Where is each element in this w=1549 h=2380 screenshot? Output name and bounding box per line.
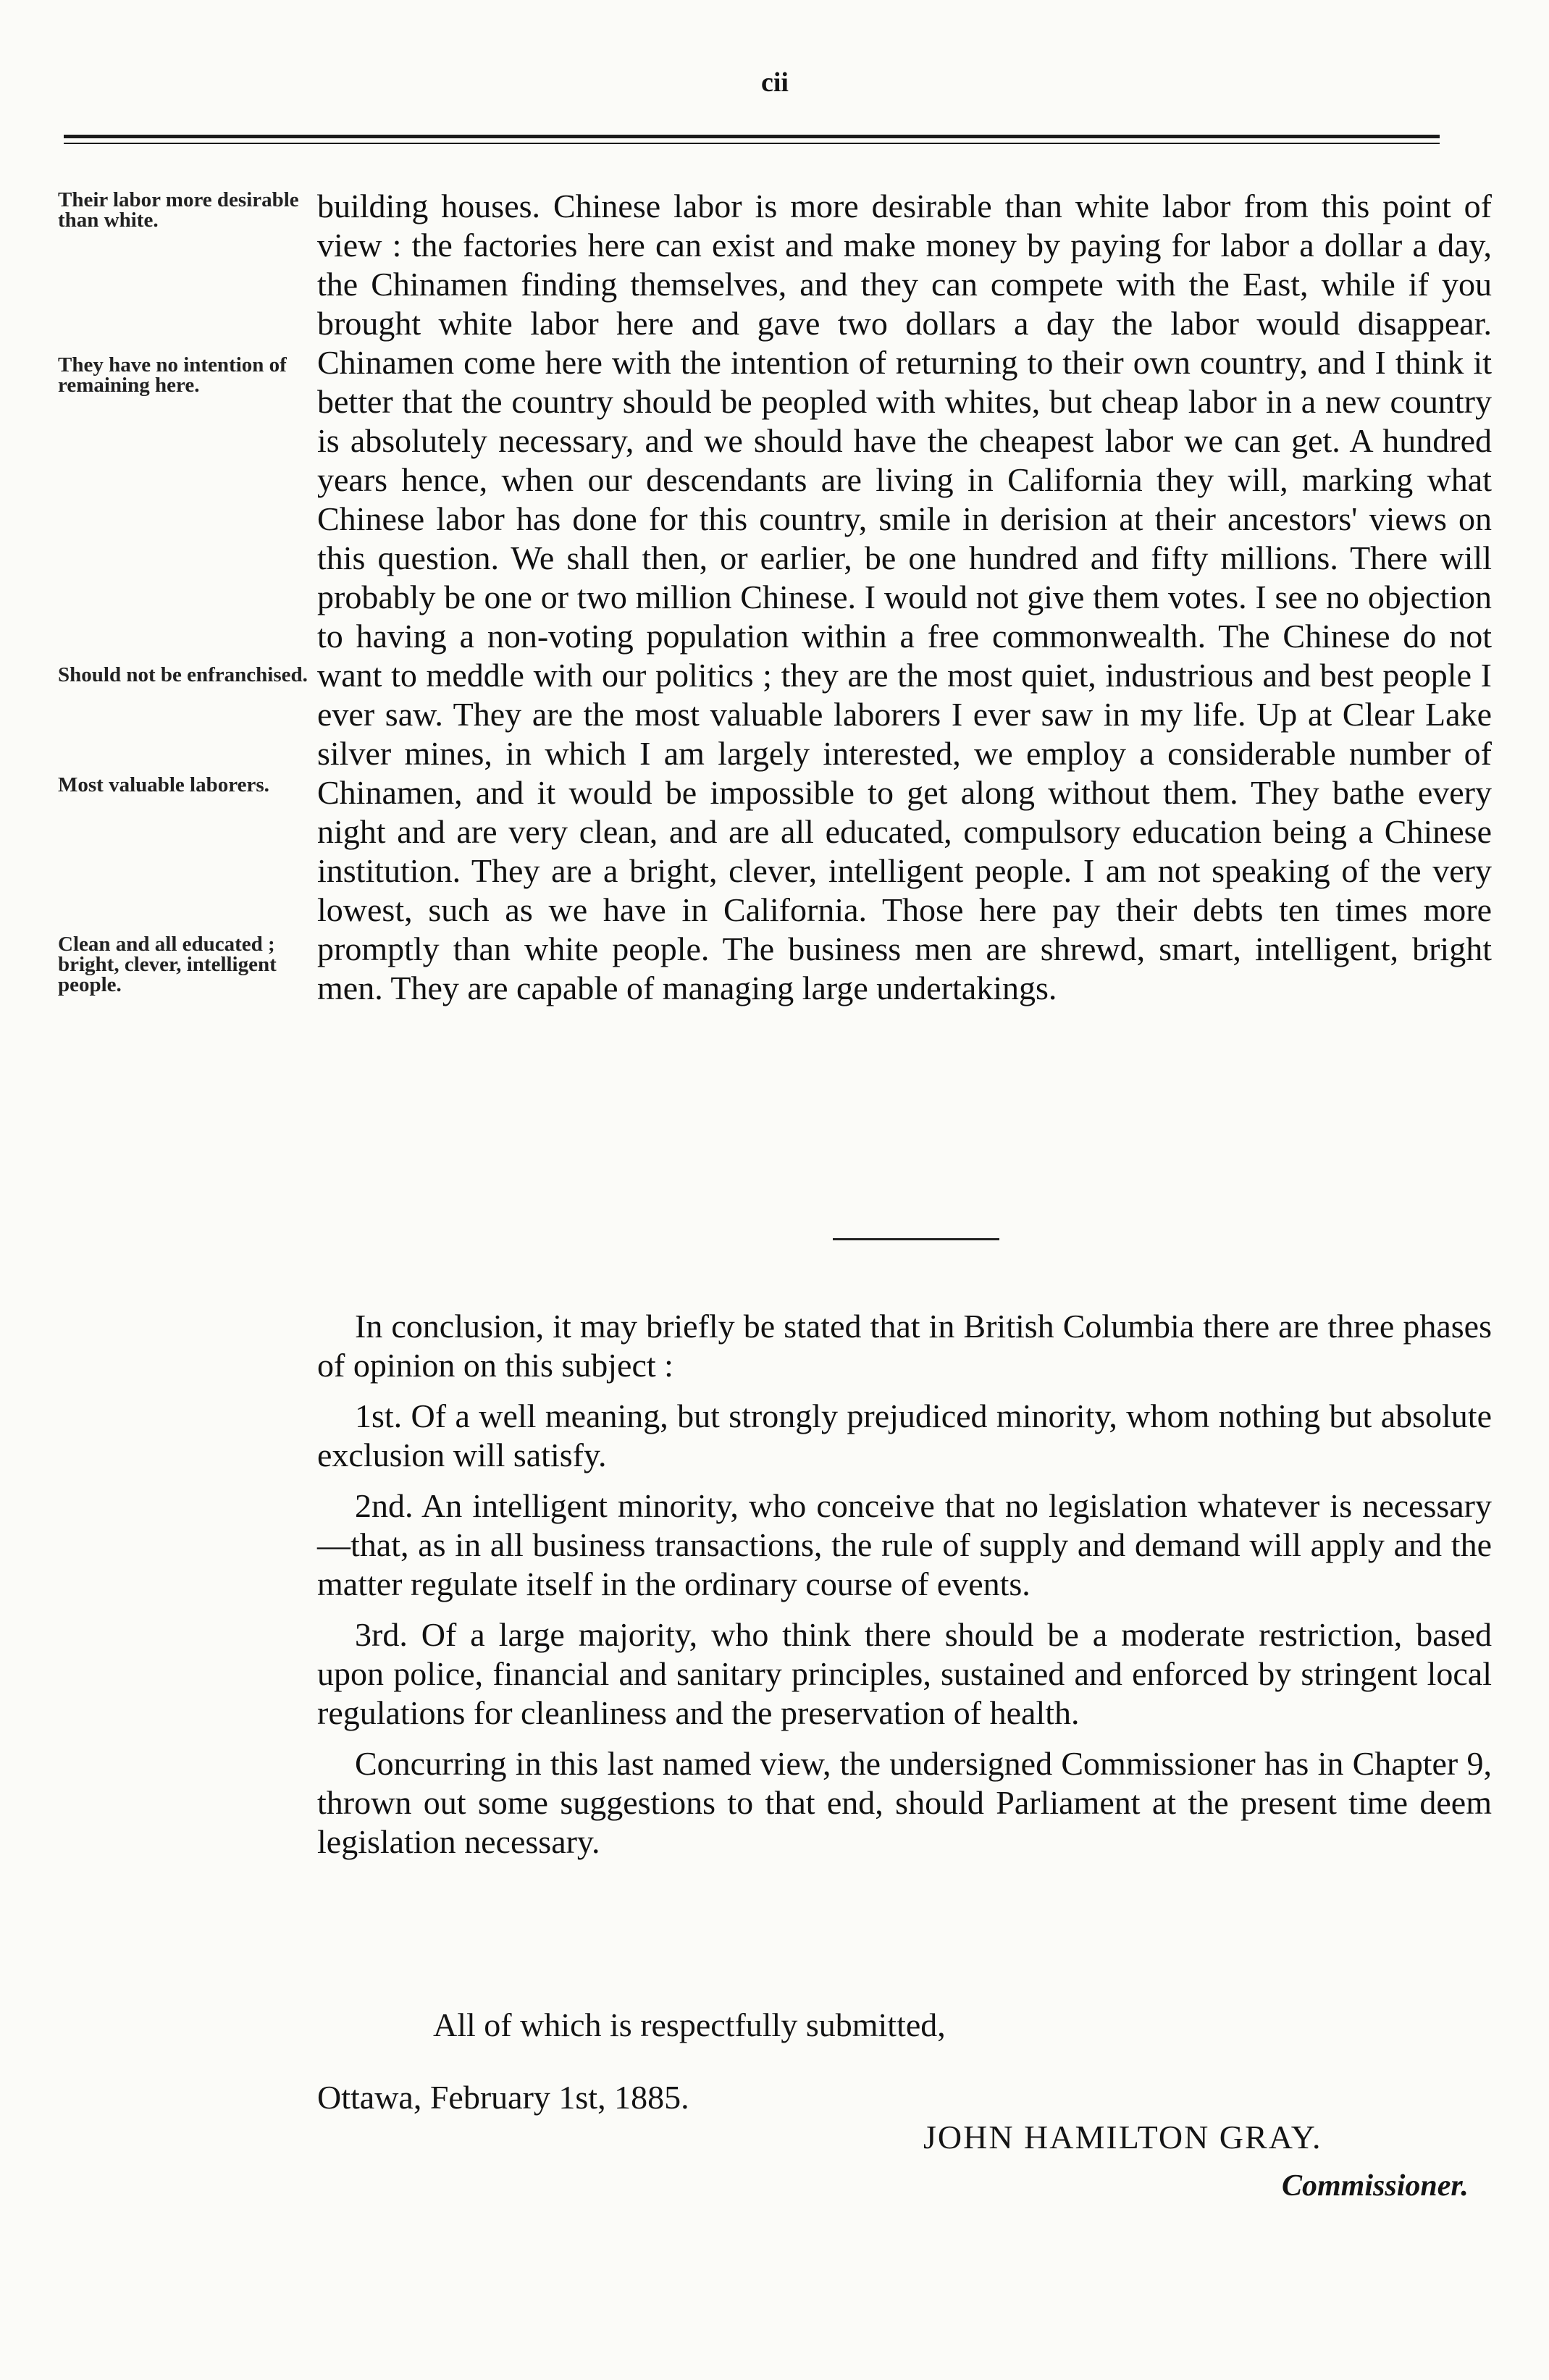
margin-note-labor-desirable: Their labor more desirable than white. — [58, 188, 299, 232]
opinion-first: 1st. Of a well meaning, but strongly prejudiced minority, whom nothing but absolute exclusion will satisfy. — [317, 1397, 1492, 1473]
opinion-second: 2nd. An intelligent minority, who conceive that no legislation whatever is necessary—that, as in all business transactions, the rule of supply and demand will apply and the matter regulate itself in the ordinary course of events. — [317, 1487, 1492, 1602]
margin-note-no-intention: They have no intention of remaining here. — [58, 353, 287, 397]
section-divider — [833, 1238, 999, 1240]
margin-note-clean-educated: Clean and all educated ; bright, clever, intelligent people. — [58, 933, 277, 996]
body-paragraph: building houses. Chinese labor is more desirable than white labor from this point of view : the factories here can exist and make money by paying for labor a dollar a day, the Chinamen finding themselves, and they can compete with the East, while if you brought white labor here and gave two dollars a day the labor would disappear. Chinamen come here with the intention of returning to their own country, and I think it better that the country should be peopled with whites, but cheap labor in a new country is absolutely necessary, and we should have the cheapest labor we can get. A hundred years hence, when our descendants are living in California they will, marking what Chinese labor has done for this country, smile in derision at their ancestors' views on this question. We shall then, or earlier, be one hundred and fifty millions. There will probably be one or two million Chinese. I would not give them votes. I see no objection to having a non-voting population within a free commonwealth. The Chinese do not want to meddle with our politics ; they are the most quiet, industrious and best people I ever saw. They are the most valuable laborers I ever saw in my life. Up at Clear Lake silver mines, in which I am largely interested, we employ a considerable number of Chinamen, and it would be impossible to get along without them. They bathe every night and are very clean, and are all educated, compulsory education being a Chinese institution. They are a bright, clever, intelligent people. I am not speaking of the very lowest, such as we have in California. Those here pay their debts ten times more promptly than white people. The business men are shrewd, smart, intelligent, bright men. They are capable of managing large undertakings. — [317, 188, 1492, 1006]
submission-line: All of which is respectfully submitted, — [433, 2006, 946, 2043]
margin-note-not-enfranchised: Should not be enfranchised. — [58, 663, 308, 686]
header-rule-thick — [64, 135, 1440, 138]
concurring-paragraph: Concurring in this last named view, the undersigned Commissioner has in Chapter 9, thrown out some suggestions to that end, should Parliament at the present time deem legislation necessary. — [317, 1745, 1492, 1860]
signature-title: Commissioner. — [1282, 2169, 1469, 2203]
conclusion-section — [317, 1307, 1492, 1873]
header-rule-thin — [64, 143, 1440, 144]
page-number: cii — [761, 67, 789, 98]
margin-note-valuable-laborers: Most valuable laborers. — [58, 773, 269, 796]
opinion-third: 3rd. Of a large majority, who think there should be a moderate restriction, based upon police, financial and sanitary principles, sustained and enforced by stringent local regulations for cleanliness and the preservation of health. — [317, 1616, 1492, 1731]
conclusion-intro: In conclusion, it may briefly be stated that in British Columbia there are three phases of opinion on this subject : — [317, 1308, 1492, 1384]
place-date: Ottawa, February 1st, 1885. — [317, 2079, 689, 2116]
signature-name: JOHN HAMILTON GRAY. — [923, 2119, 1322, 2156]
